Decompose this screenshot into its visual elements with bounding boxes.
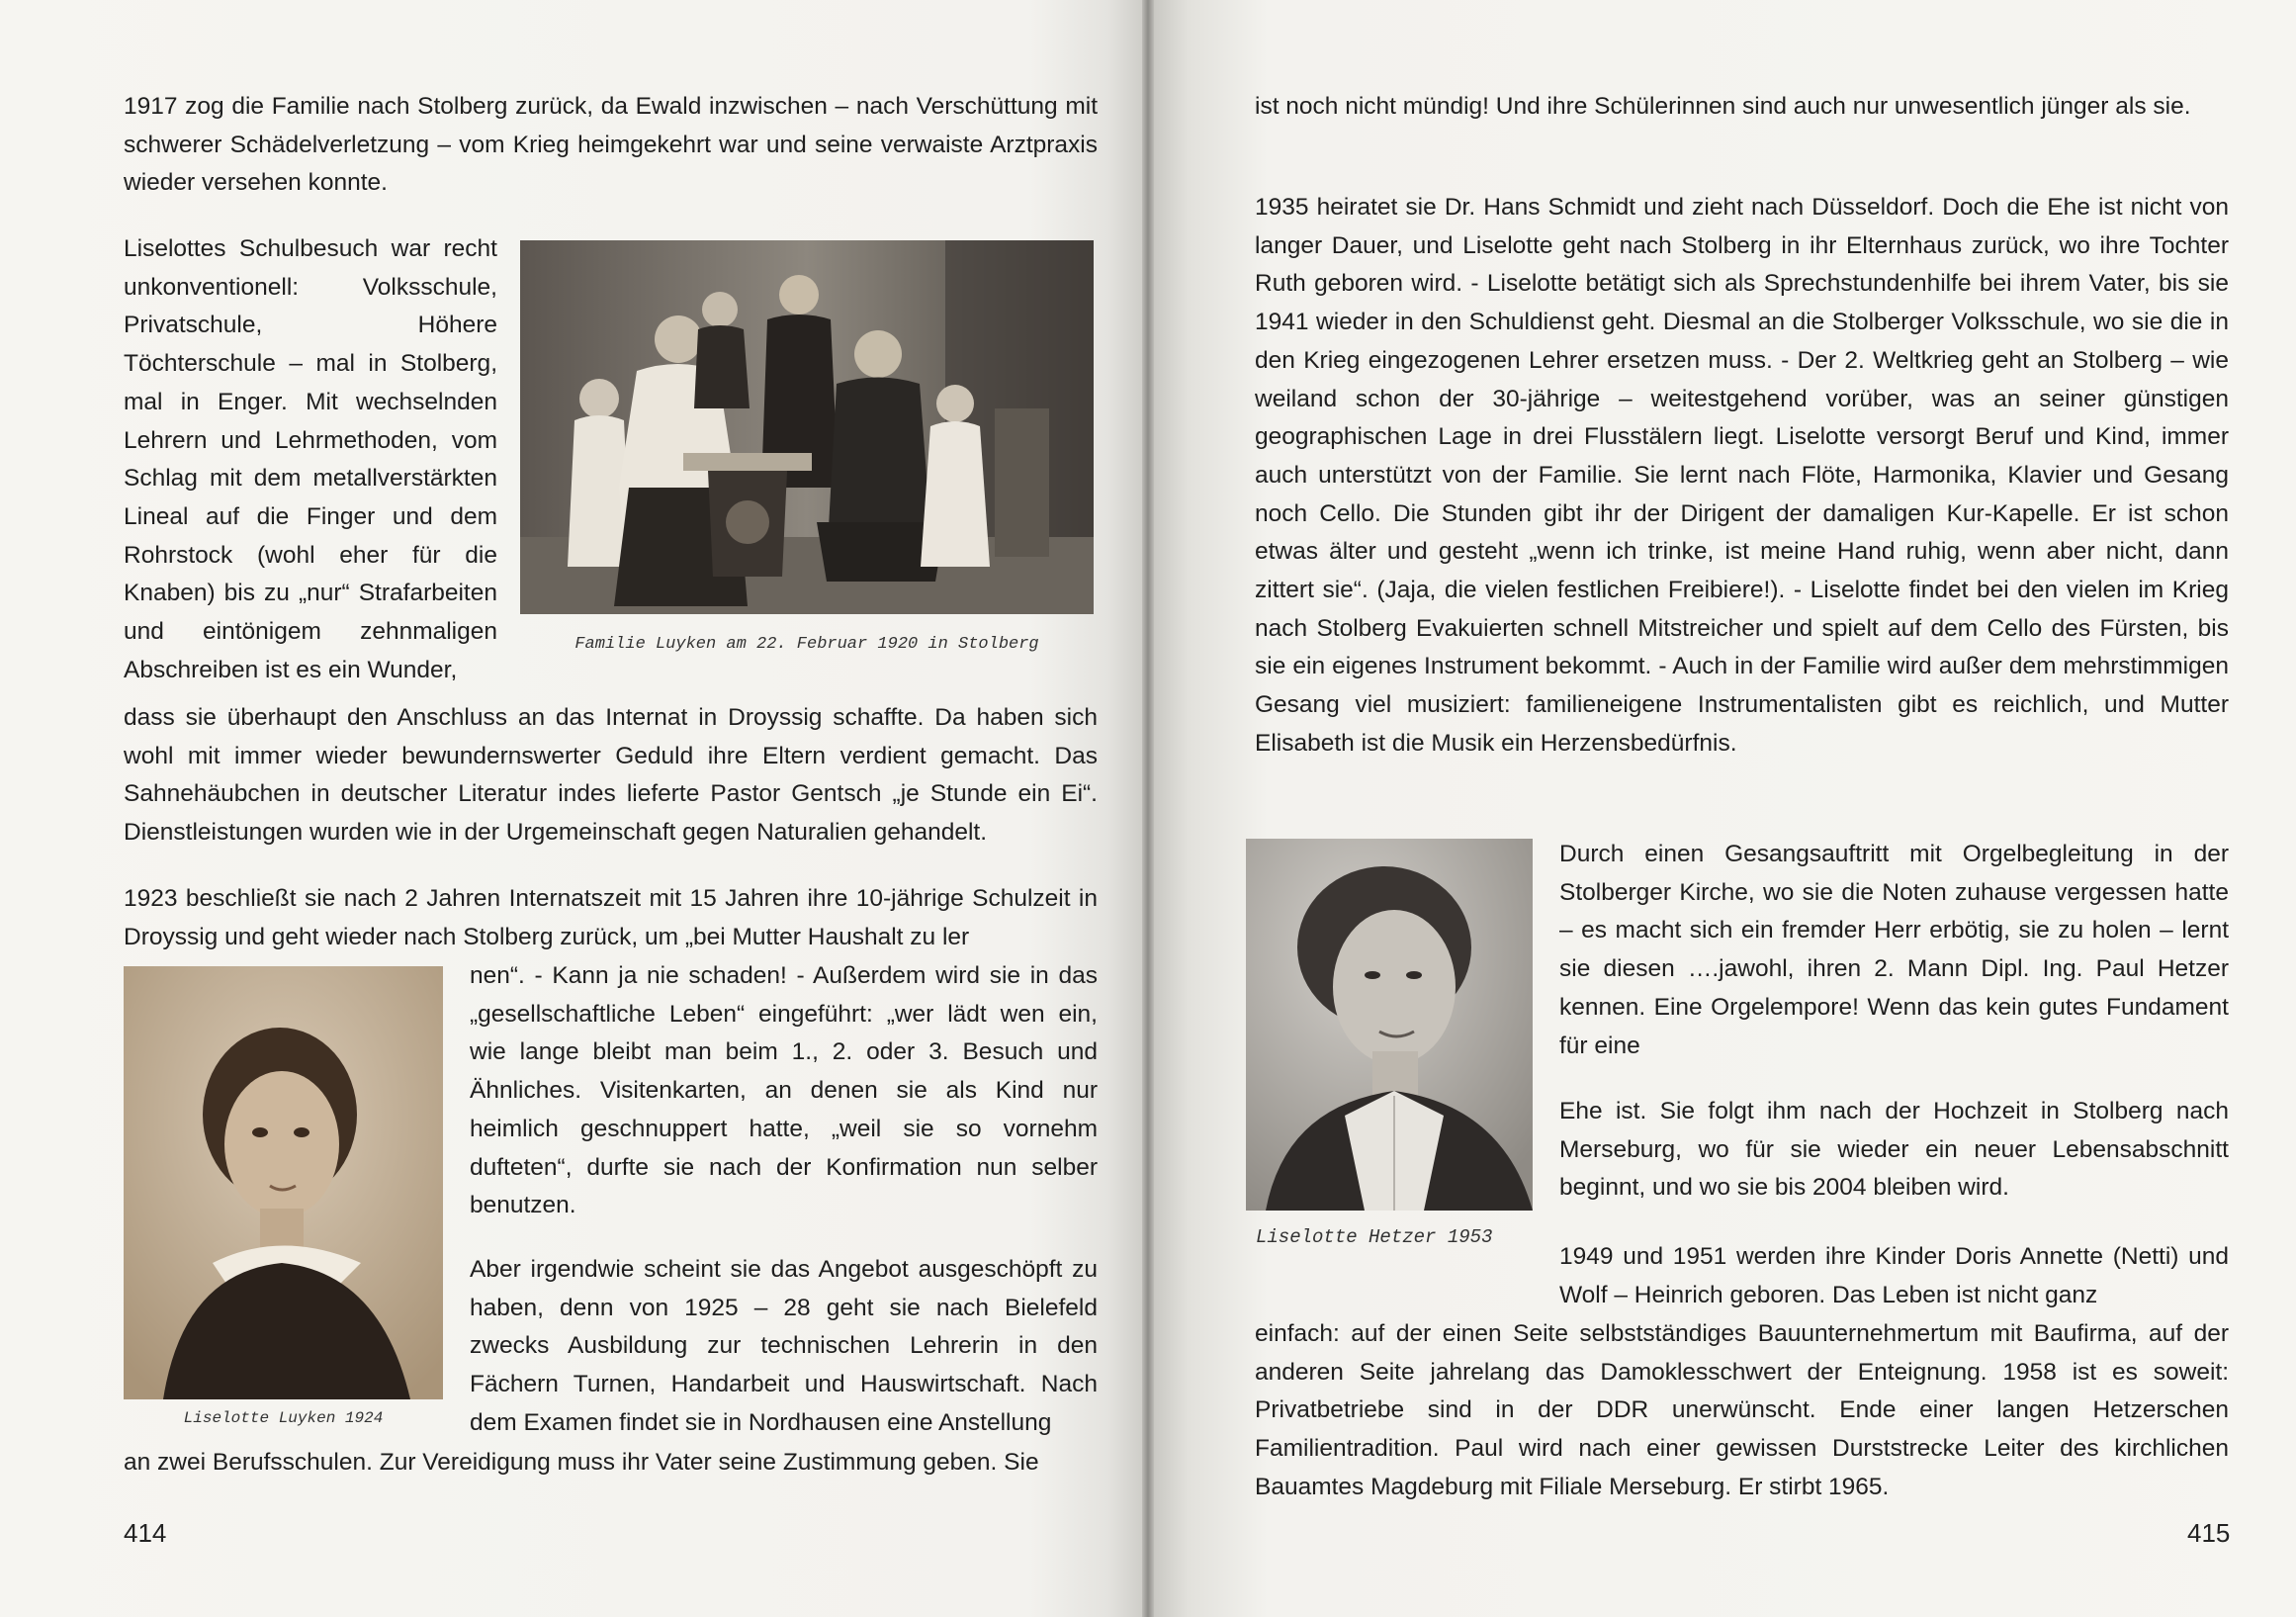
paragraph-bielefeld-wrapped: Aber irgendwie scheint sie das Angebot ausgeschöpft zu haben, denn von 1925 – 28 geht sie nach Bielefeld zwecks Ausbildung zur technischen Lehrerin in den Fächern Turnen, Handarbeit und Hauswirtschaft. Nach dem Examen findet sie in Nordhausen eine Anstellung [470, 1256, 1098, 1436]
paragraph-berufsschulen: an zwei Berufsschulen. Zur Vereidigung muss ihr Vater seine Zustimmung geben. Sie [124, 1449, 1039, 1476]
paragraph-gesellschaft-wrapped: nen“. - Kann ja nie schaden! - Außerdem wird sie in das „gesellschaftliche Leben“ eingeführt: „wer lädt wen ein, wie lange bleibt man beim 1., 2. oder 3. Besuch und Ähnliches. Visitenkarten, an denen sie als Kind nur heimlich geschnuppert hatte, „weil sie so vornehm dufteten“, durfte sie nach der Konfirmation nun selber benutzen. [470, 962, 1098, 1219]
paragraph-droyssig: dass sie überhaupt den Anschluss an das Internat in Droyssig schaffte. Da haben sich wohl mit immer wieder bewundernswerter Geduld ihre Eltern verdient gemacht. Das Sahnehäubchen in deutscher Literatur indes lieferte Pastor Gentsch „je Stunde ein Ei“. Dienstleistungen wurden wie in der Urgemeinschaft gegen Naturalien gehandelt. [124, 704, 1098, 847]
family-photo [520, 240, 1094, 614]
portrait-1924-caption: Liselotte Luyken 1924 [183, 1409, 384, 1427]
portrait-photo-1953 [1246, 839, 1533, 1211]
portrait-photo-1924 [124, 966, 443, 1399]
book-gutter [1142, 0, 1154, 1617]
paragraph-bauunternehmertum: einfach: auf der einen Seite selbstständiges Bauunternehmertum mit Baufirma, auf der anderen Seite jahrelang das Damoklesschwert der Enteignung. 1958 ist es soweit: Privatbetriebe sind in der DDR unerwünscht. Ende einer langen Hetzerschen Familientradition. Paul wird nach einer gewissen Durststrecke Leiter des kirchlichen Bauamtes Magdeburg mit Filiale Merseburg. Er stirbt 1965. [1255, 1320, 2229, 1500]
paragraph-1917: 1917 zog die Familie nach Stolberg zurück, da Ewald inzwischen – nach Verschüttung mit schwerer Schädelverletzung – vom Krieg heimgekehrt war und seine verwaiste Arztpraxis wieder versehen konnte. [124, 93, 1098, 197]
paragraph-schulbesuch-wrapped: Liselottes Schulbesuch war recht unkonventionell: Volksschule, Privatschule, Höhere Töchterschule – mal in Stolberg, mal in Enger. Mit wechselnden Lehrern und Lehrmethoden, vom Schlag mit dem metallverstärkten Lineal auf die Finger und dem Rohrstock (wohl eher für die Knaben) bis zu „nur“ Strafarbeiten und eintönigem zehnmaligen Abschreiben ist es ein Wunder, [124, 235, 497, 683]
paragraph-merseburg-wrapped: Ehe ist. Sie folgt ihm nach der Hochzeit in Stolberg nach Merseburg, wo für sie wieder ein neuer Lebensabschnitt beginnt, und wo sie bis 2004 bleiben wird. [1559, 1098, 2229, 1202]
page-number-right: 415 [2187, 1518, 2231, 1548]
portrait-1953-caption: Liselotte Hetzer 1953 [1256, 1226, 1493, 1248]
paragraph-kinder-wrapped: 1949 und 1951 werden ihre Kinder Doris Annette (Netti) und Wolf – Heinrich geboren. Das Leben ist nicht ganz [1559, 1243, 2229, 1308]
page-number-left: 414 [124, 1518, 167, 1548]
right-page [1154, 0, 2296, 1617]
left-page [0, 0, 1142, 1617]
paragraph-1935: 1935 heiratet sie Dr. Hans Schmidt und zieht nach Düsseldorf. Doch die Ehe ist nicht von langer Dauer, und Liselotte geht nach Stolberg in ihr Elternhaus zurück, wo ihre Tochter Ruth geboren wird. - Liselotte betätigt sich als Sprechstundenhilfe bei ihrem Vater, bis sie 1941 wieder in den Schuldienst geht. Diesmal an die Stolberger Volksschule, wo sie die in den Krieg eingezogenen Lehrer ersetzen muss. - Der 2. Weltkrieg geht an Stolberg – wie weiland schon der 30-jährige – weitestgehend vorüber, was an seiner günstigen geographischen Lage in drei Flusstälern liegt. Liselotte versorgt Beruf und Kind, immer auch unterstützt von der Familie. Sie lernt nach Flöte, Harmonika, Klavier und Gesang noch Cello. Die Stunden gibt ihr der Dirigent der damaligen Kur-Kapelle. Er ist schon etwas älter und gesteht „wenn ich trinke, ist meine Hand ruhig, wenn aber nicht, dann zittert sie“. (Jaja, die vielen festlichen Freibiere!). - Liselotte findet bei den vielen im Krieg nach Stolberg Evakuierten schnell Mitstreicher und spielt auf dem Cello des Fürsten, bis sie ein eigenes Instrument bekommt. - Auch in der Familie wird außer dem mehrstimmigen Gesang viel musiziert: familieneigene Instrumentalisten gibt es reichlich, und Mutter Elisabeth ist die Musik ein Herzensbedürfnis. [1255, 194, 2229, 757]
paragraph-muendig: ist noch nicht mündig! Und ihre Schülerinnen sind auch nur unwesentlich jünger als sie. [1255, 93, 2191, 120]
paragraph-1923: 1923 beschließt sie nach 2 Jahren Internatszeit mit 15 Jahren ihre 10-jährige Schulzeit in Droyssig und geht wieder nach Stolberg zurück, um „bei Mutter Haushalt zu ler [124, 885, 1098, 950]
family-photo-caption: Familie Luyken am 22. Februar 1920 in Stolberg [574, 635, 1039, 654]
paragraph-gesangsauftritt-wrapped: Durch einen Gesangsauftritt mit Orgelbegleitung in der Stolberger Kirche, wo sie die Noten zuhause vergessen hatte – es macht sich ein fremder Herr erbötig, sie zu holen – lernt sie diesen ….jawohl, ihren 2. Mann Dipl. Ing. Paul Hetzer kennen. Eine Orgelempore! Wenn das kein gutes Fundament für eine [1559, 841, 2229, 1059]
